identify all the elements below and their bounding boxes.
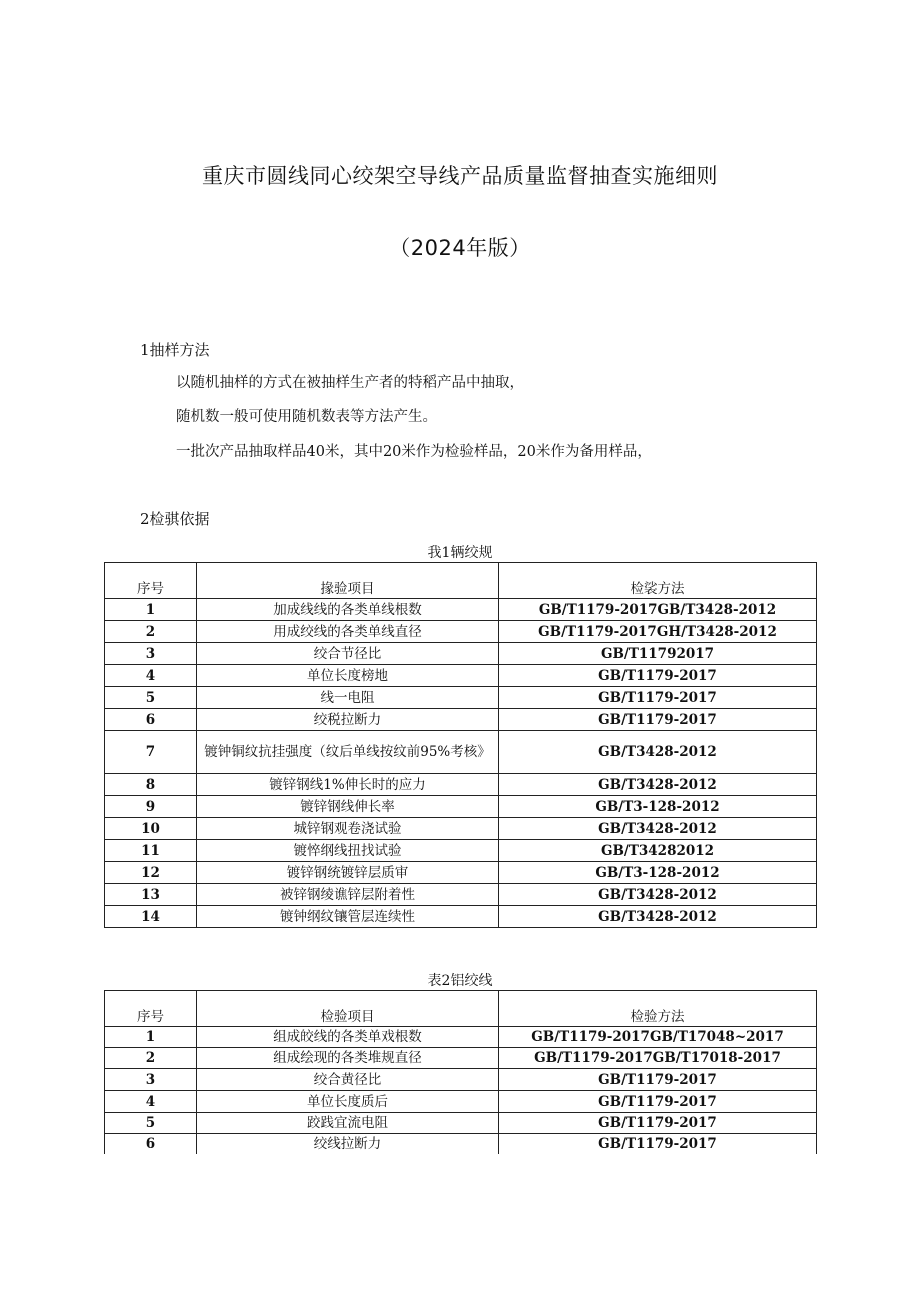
header-method: 检裟方法 <box>499 563 817 599</box>
row-item: 绞线拉断力 <box>197 1134 499 1155</box>
row-method: GB/T3428-2012 <box>499 774 817 796</box>
row-method: GB/T1179-2017 <box>499 1091 817 1113</box>
row-item: 绞合节径比 <box>197 643 499 665</box>
table-row <box>105 687 817 709</box>
table-row <box>105 599 817 621</box>
row-method: GB/T1179-2017 <box>499 1134 817 1155</box>
row-method: GB/T1179-2017GB/T17018-2017 <box>499 1048 817 1069</box>
paragraph: 以随机抽样的方式在被抽样生产者的特稻产品中抽取， <box>176 375 524 391</box>
row-number: 4 <box>105 665 197 687</box>
row-method: GB/T3-128-2012 <box>499 796 817 818</box>
row-number: 10 <box>105 818 197 840</box>
section-heading-basis: 2检骐依据 <box>140 510 210 528</box>
row-method: GB/T1179-2017GB/T3428-2012 <box>499 599 817 621</box>
table-row <box>105 1134 817 1155</box>
table-row <box>105 840 817 862</box>
table-row <box>105 884 817 906</box>
table-row <box>105 1069 817 1091</box>
row-item: 镀锌钢线伸长率 <box>197 796 499 818</box>
table-row <box>105 1091 817 1113</box>
header-item: 检验项目 <box>197 991 499 1027</box>
table-row <box>105 818 817 840</box>
row-method: GB/T3428-2012 <box>499 906 817 928</box>
table-row <box>105 906 817 928</box>
table-header-row <box>105 563 817 599</box>
row-number: 2 <box>105 1048 197 1069</box>
row-number: 1 <box>105 599 197 621</box>
row-item: 用成绞线的各类单线直径 <box>197 621 499 643</box>
row-method: GB/T3-128-2012 <box>499 862 817 884</box>
row-number: 12 <box>105 862 197 884</box>
table-row <box>105 731 817 774</box>
row-method: GB/T3428-2012 <box>499 731 817 774</box>
header-method: 检验方法 <box>499 991 817 1027</box>
row-number: 11 <box>105 840 197 862</box>
document-subtitle: （2024年版） <box>389 236 531 260</box>
row-item: 加成线线的各类单线根数 <box>197 599 499 621</box>
row-number: 13 <box>105 884 197 906</box>
row-number: 14 <box>105 906 197 928</box>
table-row <box>105 1113 817 1134</box>
header-no: 序号 <box>105 563 197 599</box>
row-number: 3 <box>105 1069 197 1091</box>
table-row <box>105 774 817 796</box>
row-item: 镀钟铜纹抗挂强度（纹后单线按纹前95%考核》 <box>197 731 499 774</box>
row-item: 被锌钢绫谯锌层附着性 <box>197 884 499 906</box>
table-row <box>105 862 817 884</box>
table2 <box>104 990 817 1154</box>
row-number: 3 <box>105 643 197 665</box>
table-row <box>105 643 817 665</box>
row-item: 城锌钢观卷浇试验 <box>197 818 499 840</box>
row-method: GB/T1179-2017 <box>499 1069 817 1091</box>
row-number: 1 <box>105 1027 197 1048</box>
row-item: 绞税拉断力 <box>197 709 499 731</box>
paragraph: 随机数一般可使用随机数表等方法产生。 <box>176 409 437 425</box>
row-method: GB/T1179-2017GB/T17048~2017 <box>499 1027 817 1048</box>
row-item: 组成绘现的各类堆规直径 <box>197 1048 499 1069</box>
row-number: 6 <box>105 709 197 731</box>
row-method: GB/T1179-2017GH/T3428-2012 <box>499 621 817 643</box>
row-number: 9 <box>105 796 197 818</box>
table-row <box>105 796 817 818</box>
paragraph: 一批次产品抽取样品40米，其中20米作为检验样品，20米作为备用样品， <box>176 444 652 460</box>
table-row <box>105 665 817 687</box>
section-heading-sampling: 1抽样方法 <box>140 341 210 359</box>
table2-caption: 表2铝绞线 <box>427 973 493 989</box>
table-row <box>105 1048 817 1069</box>
row-item: 镀锌钢统镀锌层质审 <box>197 862 499 884</box>
row-item: 组成皎线的各类单戏根数 <box>197 1027 499 1048</box>
row-number: 2 <box>105 621 197 643</box>
row-method: GB/T3428-2012 <box>499 818 817 840</box>
row-method: GB/T1179-2017 <box>499 709 817 731</box>
table-row <box>105 1027 817 1048</box>
header-item: 掾验项目 <box>197 563 499 599</box>
table1 <box>104 562 817 928</box>
row-number: 8 <box>105 774 197 796</box>
row-method: GB/T1179-2017 <box>499 665 817 687</box>
row-item: 单位长度榜地 <box>197 665 499 687</box>
row-item: 镀悴纲线扭找试验 <box>197 840 499 862</box>
table-header-row <box>105 991 817 1027</box>
header-no: 序号 <box>105 991 197 1027</box>
row-number: 4 <box>105 1091 197 1113</box>
row-method: GB/T11792017 <box>499 643 817 665</box>
row-number: 7 <box>105 731 197 774</box>
row-item: 镀钟纲纹镶管层连续性 <box>197 906 499 928</box>
table-row <box>105 709 817 731</box>
row-method: GB/T3428-2012 <box>499 884 817 906</box>
row-item: 单位长度质后 <box>197 1091 499 1113</box>
row-method: GB/T1179-2017 <box>499 1113 817 1134</box>
document-title: 重庆市圆线同心绞架空导线产品质量监督抽查实施细则 <box>202 164 718 188</box>
row-number: 5 <box>105 1113 197 1134</box>
row-item: 跤践宜流电阻 <box>197 1113 499 1134</box>
row-item: 绞合黄径比 <box>197 1069 499 1091</box>
row-item: 线一电阻 <box>197 687 499 709</box>
row-method: GB/T34282012 <box>499 840 817 862</box>
row-number: 5 <box>105 687 197 709</box>
row-item: 镀锌钢线1%伸长时的应力 <box>197 774 499 796</box>
table1-caption: 我1辆绞规 <box>427 545 493 561</box>
row-number: 6 <box>105 1134 197 1155</box>
table-row <box>105 621 817 643</box>
row-method: GB/T1179-2017 <box>499 687 817 709</box>
